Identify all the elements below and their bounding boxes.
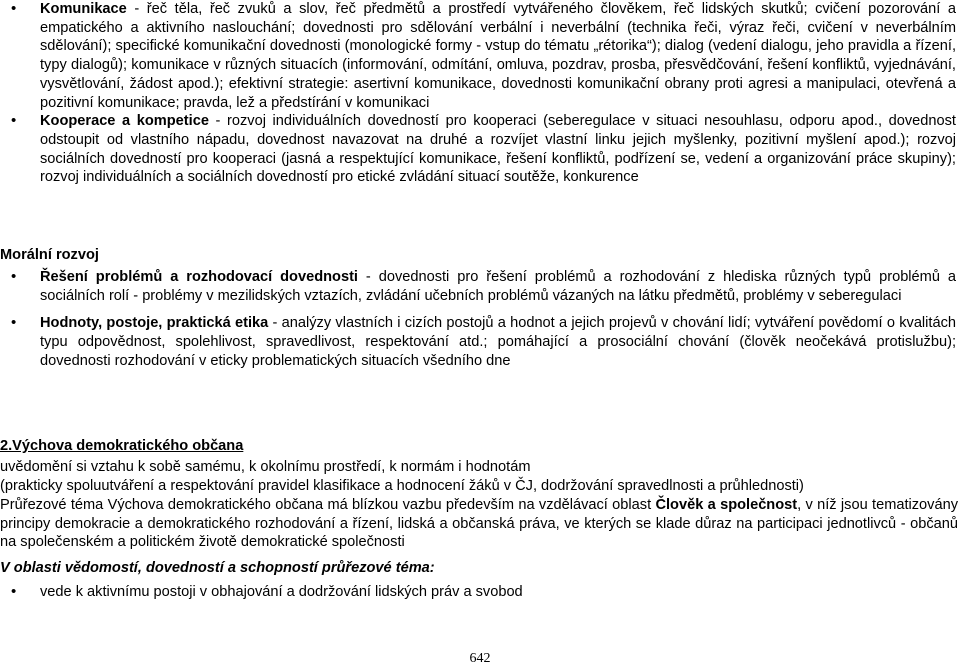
page-number: 642: [469, 651, 491, 666]
item-text: - dovednosti pro řešení problémů a rozhodování z hlediska různých typů problémů a sociálních rolí - problémy v mezilidských vztazích, zvládání učebních problémů vázaných na látku předmětů, problémy v seberegulaci: [40, 269, 956, 304]
section-title-moral: Morální rozvoj: [0, 247, 99, 263]
moral-development-list: [0, 268, 958, 371]
evdo-line-2: (prakticky spoluutváření a respektování pravidel klasifikace a hodnocení žáků v ČJ, dodržování spravedlnosti a průhlednosti): [0, 478, 804, 494]
para-text-end: , v níž jsou tematizovány principy demokracie a demokratického rozhodování a řízení, lidská a občanská práva, ve kterých se klade důraz na participaci jednotlivců - občanů na společenském a politickém životě demokratické společnosti: [0, 497, 958, 551]
evdo-line-1: uvědomění si vztahu k sobě samému, k okolnímu prostředí, k normám i hodnotám: [0, 459, 531, 475]
evdo-paragraph: [0, 496, 958, 552]
para-text-start: Průřezové téma Výchova demokratického občana má blízkou vazbu především na vzdělávací oblast: [0, 497, 656, 513]
item-text: - analýzy vlastních i cizích postojů a hodnot a jejich projevů v chování lidí; vytváření povědomí o kvalitách typu odpovědnost, spolehlivost, spravedlivost, respektování atd.; pomáhající a prosociální chování (člověk neočekává protislužbu); dovednosti rozhodování v eticky problematických situacích všedního dne: [40, 315, 957, 369]
outcomes-title: V oblasti vědomostí, dovedností a schopností průřezové téma:: [0, 560, 435, 576]
item-heading: Kooperace a kompetice: [40, 113, 209, 130]
list-item: [0, 314, 958, 370]
list-item: [0, 112, 958, 187]
item-heading: Hodnoty, postoje, praktická etika: [40, 315, 269, 332]
item-text: - řeč těla, řeč zvuků a slov, řeč předmětů a prostředí vytvářeného člověkem, řeč lidských skutků; cvičení pozorování a empatického a aktivního naslouchání; dovednosti pro sdělování verbální i neverbální (technika řeči, výraz řeči, cvičení v neverbálním sdělování); specifické komunikační dovednosti (monologické formy - vstup do tématu „rétorika“); dialog (vedení dialogu, jeho pravidla a řízení, typy dialogů); komunikace v různých situacích (informování, odmítání, omluva, pozdrav, prosba, přesvědčování, řešení konfliktů, vyjednávání, vysvětlování, žádost apod.); efektivní strategie: asertivní komunikace, dovednosti komunikační obrany proti agresi a manipulaci, otevřená a pozitivní komunikace; pravda, lež a předstírání v komunikaci: [40, 1, 956, 111]
outcomes-list: [0, 583, 958, 602]
section-title-democratic-citizen: 2.Výchova demokratického občana: [0, 438, 244, 454]
item-heading: Komunikace: [40, 1, 127, 17]
item-heading: Řešení problémů a rozhodovací dovednosti: [40, 269, 358, 285]
list-item: • vede k aktivnímu postoji v obhajování a dodržování lidských práv a svobod: [0, 583, 958, 602]
para-bold-area: Člověk a společnost: [655, 497, 798, 513]
list-item: [0, 0, 958, 112]
social-skills-list: [0, 0, 958, 187]
list-item: [0, 268, 958, 305]
item-text: - rozvoj individuálních dovedností pro kooperaci (seberegulace v situaci nesouhlasu, odporu apod., dovednost odstoupit od vlastního nápadu, dovednost navazovat na druhé a rozvíjet vlastní linku jejich myšlenky, pozitivní myšlení apod.); rozvoj sociálních dovedností pro kooperaci (jasná a respektující komunikace, řešení konfliktů, podřízení se, vedení a organizování práce skupiny); rozvoj individuálních a sociálních dovedností pro etické zvládání situací soutěže, konkurence: [40, 113, 956, 186]
